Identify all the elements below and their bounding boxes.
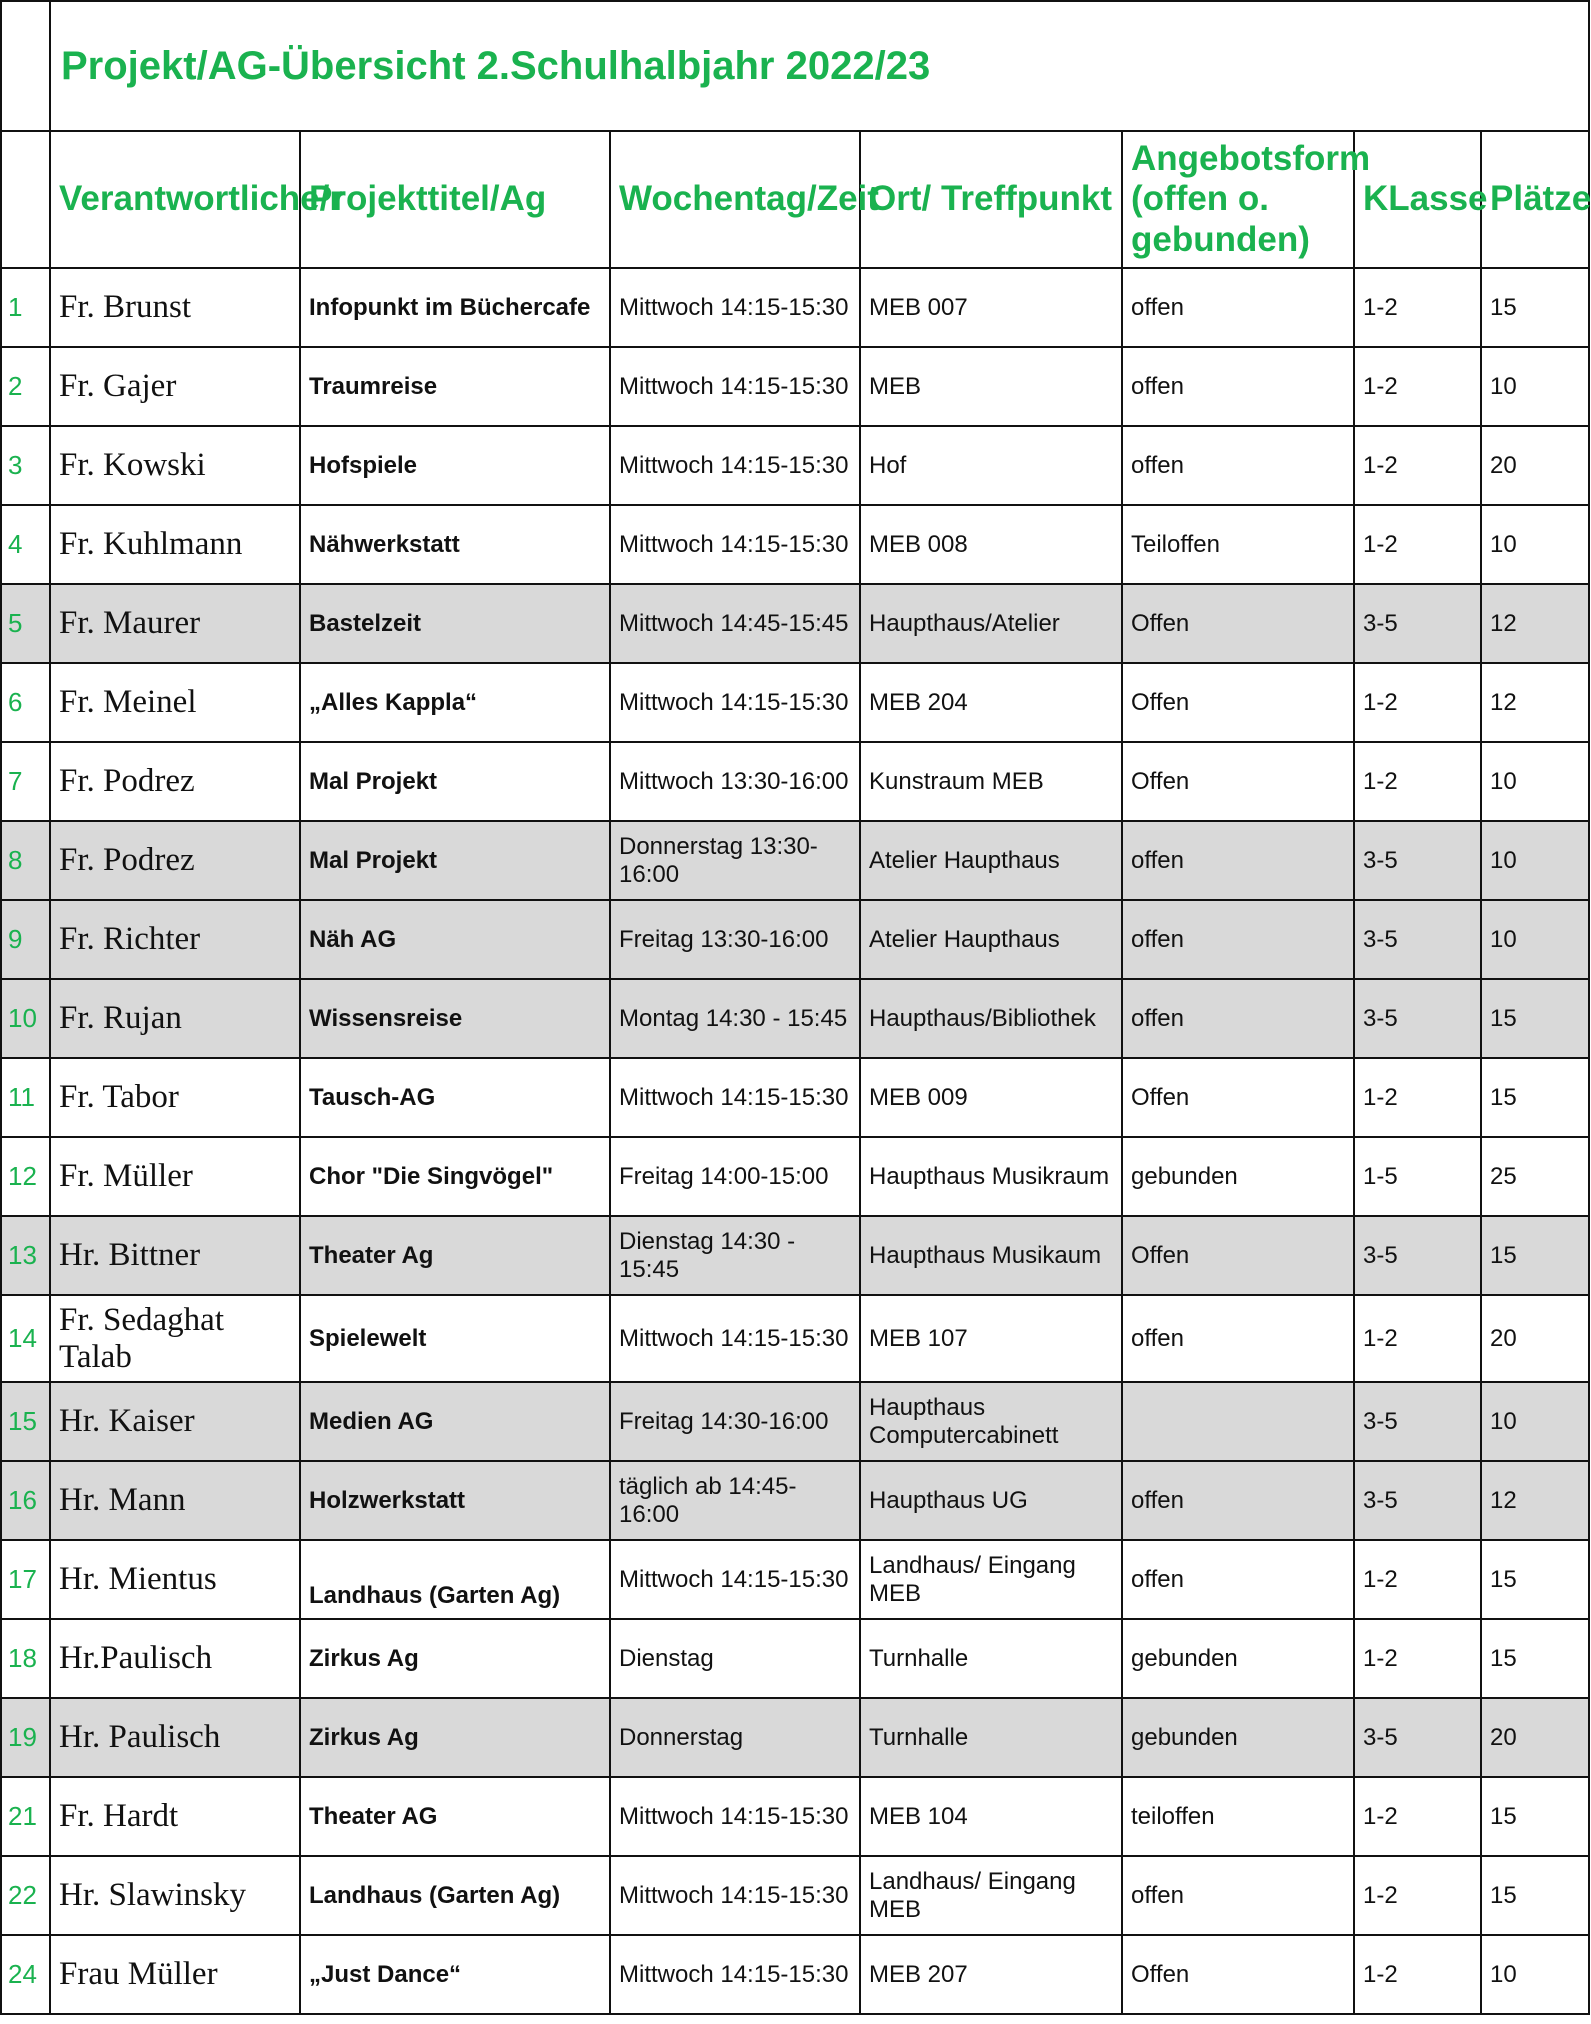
row-number-cell: 6	[1, 663, 50, 742]
table-row	[1, 1777, 1589, 1856]
project-title-cell: Zirkus Ag	[300, 1619, 610, 1698]
weekday-time-cell: Freitag 14:00-15:00	[610, 1137, 860, 1216]
project-title-cell: Näh AG	[300, 900, 610, 979]
row-number-cell: 11	[1, 1058, 50, 1137]
offer-form-cell: teiloffen	[1122, 1777, 1354, 1856]
location-cell: Haupthaus/Atelier	[860, 584, 1122, 663]
weekday-time-cell: täglich ab 14:45-16:00	[610, 1461, 860, 1540]
table-row	[1, 1856, 1589, 1935]
offer-form-cell: offen	[1122, 1856, 1354, 1935]
weekday-time-cell: Mittwoch 13:30-16:00	[610, 742, 860, 821]
table-row	[1, 821, 1589, 900]
table-row	[1, 742, 1589, 821]
project-title-cell: Spielewelt	[300, 1295, 610, 1382]
responsible-person-cell: Hr. Paulisch	[50, 1698, 300, 1777]
project-title-cell: Holzwerkstatt	[300, 1461, 610, 1540]
row-number-cell: 24	[1, 1935, 50, 2014]
seats-cell: 15	[1481, 1777, 1589, 1856]
offer-form-cell: Offen	[1122, 663, 1354, 742]
weekday-time-cell: Mittwoch 14:15-15:30	[610, 1540, 860, 1619]
table-row	[1, 663, 1589, 742]
responsible-person-cell: Fr. Podrez	[50, 821, 300, 900]
row-number-cell: 22	[1, 1856, 50, 1935]
responsible-person-cell: Fr. Podrez	[50, 742, 300, 821]
header-class: KLasse	[1354, 131, 1481, 268]
seats-cell: 12	[1481, 1461, 1589, 1540]
seats-cell: 15	[1481, 1619, 1589, 1698]
seats-cell: 10	[1481, 821, 1589, 900]
project-title-cell: Wissensreise	[300, 979, 610, 1058]
location-cell: MEB 207	[860, 1935, 1122, 2014]
seats-cell: 10	[1481, 1382, 1589, 1461]
class-range-cell: 3-5	[1354, 821, 1481, 900]
responsible-person-cell: Fr. Meinel	[50, 663, 300, 742]
project-title-cell: Mal Projekt	[300, 742, 610, 821]
project-title-cell: Landhaus (Garten Ag)	[300, 1540, 610, 1619]
class-range-cell: 1-2	[1354, 742, 1481, 821]
seats-cell: 12	[1481, 663, 1589, 742]
offer-form-cell: gebunden	[1122, 1698, 1354, 1777]
responsible-person-cell: Fr. Kowski	[50, 426, 300, 505]
location-cell: Haupthaus Musikraum	[860, 1137, 1122, 1216]
weekday-time-cell: Donnerstag	[610, 1698, 860, 1777]
row-number-cell: 12	[1, 1137, 50, 1216]
weekday-time-cell: Mittwoch 14:15-15:30	[610, 1935, 860, 2014]
table-row	[1, 1058, 1589, 1137]
weekday-time-cell: Mittwoch 14:45-15:45	[610, 584, 860, 663]
offer-form-cell	[1122, 1382, 1354, 1461]
header-weekday-time: Wochentag/Zeit	[610, 131, 860, 268]
location-cell: Kunstraum MEB	[860, 742, 1122, 821]
weekday-time-cell: Mittwoch 14:15-15:30	[610, 1856, 860, 1935]
table-row	[1, 1698, 1589, 1777]
weekday-time-cell: Mittwoch 14:15-15:30	[610, 505, 860, 584]
class-range-cell: 3-5	[1354, 584, 1481, 663]
weekday-time-cell: Freitag 14:30-16:00	[610, 1382, 860, 1461]
row-number-cell: 21	[1, 1777, 50, 1856]
weekday-time-cell: Freitag 13:30-16:00	[610, 900, 860, 979]
weekday-time-cell: Mittwoch 14:15-15:30	[610, 1058, 860, 1137]
location-cell: Turnhalle	[860, 1698, 1122, 1777]
row-number-cell: 9	[1, 900, 50, 979]
header-number	[1, 131, 50, 268]
row-number-cell: 1	[1, 268, 50, 347]
table-row	[1, 584, 1589, 663]
offer-form-cell: Offen	[1122, 1058, 1354, 1137]
row-number-cell: 2	[1, 347, 50, 426]
location-cell: Landhaus/ Eingang MEB	[860, 1540, 1122, 1619]
class-range-cell: 1-2	[1354, 1777, 1481, 1856]
class-range-cell: 1-2	[1354, 1619, 1481, 1698]
weekday-time-cell: Mittwoch 14:15-15:30	[610, 426, 860, 505]
seats-cell: 15	[1481, 268, 1589, 347]
offer-form-cell: Offen	[1122, 1216, 1354, 1295]
class-range-cell: 3-5	[1354, 900, 1481, 979]
seats-cell: 15	[1481, 1856, 1589, 1935]
row-number-cell: 5	[1, 584, 50, 663]
seats-cell: 20	[1481, 426, 1589, 505]
weekday-time-cell: Mittwoch 14:15-15:30	[610, 268, 860, 347]
header-responsible: Verantwortliche/r	[50, 131, 300, 268]
responsible-person-cell: Hr. Kaiser	[50, 1382, 300, 1461]
responsible-person-cell: Fr. Hardt	[50, 1777, 300, 1856]
project-title-cell: Bastelzeit	[300, 584, 610, 663]
table-row	[1, 1216, 1589, 1295]
offer-form-cell: offen	[1122, 1540, 1354, 1619]
project-title-cell: Theater AG	[300, 1777, 610, 1856]
seats-cell: 15	[1481, 1540, 1589, 1619]
table-row	[1, 1137, 1589, 1216]
responsible-person-cell: Fr. Brunst	[50, 268, 300, 347]
responsible-person-cell: Hr. Mann	[50, 1461, 300, 1540]
responsible-person-cell: Fr. Rujan	[50, 979, 300, 1058]
location-cell: Hof	[860, 426, 1122, 505]
seats-cell: 10	[1481, 505, 1589, 584]
table-row	[1, 426, 1589, 505]
offer-form-cell: gebunden	[1122, 1619, 1354, 1698]
seats-cell: 10	[1481, 900, 1589, 979]
location-cell: Turnhalle	[860, 1619, 1122, 1698]
responsible-person-cell: Fr. Kuhlmann	[50, 505, 300, 584]
seats-cell: 25	[1481, 1137, 1589, 1216]
class-range-cell: 3-5	[1354, 979, 1481, 1058]
offer-form-cell: offen	[1122, 821, 1354, 900]
offer-form-cell: offen	[1122, 1295, 1354, 1382]
seats-cell: 12	[1481, 584, 1589, 663]
table-row	[1, 1461, 1589, 1540]
class-range-cell: 1-2	[1354, 1856, 1481, 1935]
title-row	[1, 1, 1589, 131]
table-row	[1, 1295, 1589, 1382]
title-corner-cell	[1, 1, 50, 131]
weekday-time-cell: Dienstag 14:30 - 15:45	[610, 1216, 860, 1295]
seats-cell: 20	[1481, 1295, 1589, 1382]
offer-form-cell: gebunden	[1122, 1137, 1354, 1216]
row-number-cell: 14	[1, 1295, 50, 1382]
table-row	[1, 1619, 1589, 1698]
class-range-cell: 1-5	[1354, 1137, 1481, 1216]
table-row	[1, 979, 1589, 1058]
row-number-cell: 10	[1, 979, 50, 1058]
responsible-person-cell: Fr. Müller	[50, 1137, 300, 1216]
class-range-cell: 1-2	[1354, 1540, 1481, 1619]
seats-cell: 15	[1481, 1216, 1589, 1295]
location-cell: MEB 107	[860, 1295, 1122, 1382]
class-range-cell: 1-2	[1354, 1935, 1481, 2014]
header-seats: Plätze	[1481, 131, 1589, 268]
project-title-cell: Traumreise	[300, 347, 610, 426]
weekday-time-cell: Dienstag	[610, 1619, 860, 1698]
seats-cell: 15	[1481, 979, 1589, 1058]
weekday-time-cell: Mittwoch 14:15-15:30	[610, 1777, 860, 1856]
location-cell: Atelier Haupthaus	[860, 821, 1122, 900]
row-number-cell: 7	[1, 742, 50, 821]
row-number-cell: 18	[1, 1619, 50, 1698]
offer-form-cell: Offen	[1122, 1935, 1354, 2014]
location-cell: Haupthaus Musikaum	[860, 1216, 1122, 1295]
project-title-cell: Zirkus Ag	[300, 1698, 610, 1777]
row-number-cell: 3	[1, 426, 50, 505]
responsible-person-cell: Fr. Richter	[50, 900, 300, 979]
table-body	[1, 268, 1589, 2014]
row-number-cell: 8	[1, 821, 50, 900]
offer-form-cell: offen	[1122, 426, 1354, 505]
location-cell: MEB 204	[860, 663, 1122, 742]
class-range-cell: 1-2	[1354, 1295, 1481, 1382]
row-number-cell: 15	[1, 1382, 50, 1461]
class-range-cell: 3-5	[1354, 1461, 1481, 1540]
project-title-cell: Theater Ag	[300, 1216, 610, 1295]
offer-form-cell: offen	[1122, 1461, 1354, 1540]
project-title-cell: Chor "Die Singvögel"	[300, 1137, 610, 1216]
class-range-cell: 1-2	[1354, 426, 1481, 505]
offer-form-cell: Offen	[1122, 742, 1354, 821]
weekday-time-cell: Mittwoch 14:15-15:30	[610, 663, 860, 742]
responsible-person-cell: Fr. Tabor	[50, 1058, 300, 1137]
header-project-title: Projekttitel/Ag	[300, 131, 610, 268]
row-number-cell: 16	[1, 1461, 50, 1540]
responsible-person-cell: Fr. Maurer	[50, 584, 300, 663]
offer-form-cell: offen	[1122, 268, 1354, 347]
offer-form-cell: offen	[1122, 979, 1354, 1058]
table-row	[1, 1935, 1589, 2014]
header-offer-form: Angebotsform (offen o. gebunden)	[1122, 131, 1354, 268]
table-row	[1, 1540, 1589, 1619]
seats-cell: 15	[1481, 1058, 1589, 1137]
class-range-cell: 1-2	[1354, 347, 1481, 426]
location-cell: MEB	[860, 347, 1122, 426]
class-range-cell: 1-2	[1354, 1058, 1481, 1137]
location-cell: MEB 007	[860, 268, 1122, 347]
project-title-cell: Mal Projekt	[300, 821, 610, 900]
project-title-cell: Nähwerkstatt	[300, 505, 610, 584]
location-cell: Atelier Haupthaus	[860, 900, 1122, 979]
project-title-cell: Medien AG	[300, 1382, 610, 1461]
table-row	[1, 900, 1589, 979]
location-cell: Haupthaus/Bibliothek	[860, 979, 1122, 1058]
row-number-cell: 17	[1, 1540, 50, 1619]
table-row	[1, 1382, 1589, 1461]
table-row	[1, 268, 1589, 347]
class-range-cell: 3-5	[1354, 1382, 1481, 1461]
seats-cell: 10	[1481, 742, 1589, 821]
project-title-cell: Hofspiele	[300, 426, 610, 505]
responsible-person-cell: Fr. Gajer	[50, 347, 300, 426]
project-title-cell: „Just Dance“	[300, 1935, 610, 2014]
responsible-person-cell: Hr. Slawinsky	[50, 1856, 300, 1935]
location-cell: MEB 009	[860, 1058, 1122, 1137]
weekday-time-cell: Donnerstag 13:30-16:00	[610, 821, 860, 900]
responsible-person-cell: Frau Müller	[50, 1935, 300, 2014]
header-row	[1, 131, 1589, 268]
table-row	[1, 505, 1589, 584]
weekday-time-cell: Mittwoch 14:15-15:30	[610, 347, 860, 426]
weekday-time-cell: Mittwoch 14:15-15:30	[610, 1295, 860, 1382]
location-cell: Haupthaus Computercabinett	[860, 1382, 1122, 1461]
seats-cell: 10	[1481, 347, 1589, 426]
responsible-person-cell: Hr. Bittner	[50, 1216, 300, 1295]
class-range-cell: 1-2	[1354, 268, 1481, 347]
offer-form-cell: offen	[1122, 900, 1354, 979]
project-title-cell: Landhaus (Garten Ag)	[300, 1856, 610, 1935]
project-title-cell: „Alles Kappla“	[300, 663, 610, 742]
offer-form-cell: Offen	[1122, 584, 1354, 663]
row-number-cell: 19	[1, 1698, 50, 1777]
offer-form-cell: offen	[1122, 347, 1354, 426]
table-row	[1, 347, 1589, 426]
responsible-person-cell: Hr. Mientus	[50, 1540, 300, 1619]
class-range-cell: 1-2	[1354, 663, 1481, 742]
page-title: Projekt/AG-Übersicht 2.Schulhalbjahr 2022/23	[50, 1, 1589, 131]
class-range-cell: 1-2	[1354, 505, 1481, 584]
seats-cell: 10	[1481, 1935, 1589, 2014]
project-title-cell: Infopunkt im Büchercafe	[300, 268, 610, 347]
row-number-cell: 13	[1, 1216, 50, 1295]
row-number-cell: 4	[1, 505, 50, 584]
weekday-time-cell: Montag 14:30 - 15:45	[610, 979, 860, 1058]
responsible-person-cell: Fr. Sedaghat Talab	[50, 1295, 300, 1382]
header-location: Ort/ Treffpunkt	[860, 131, 1122, 268]
responsible-person-cell: Hr.Paulisch	[50, 1619, 300, 1698]
class-range-cell: 3-5	[1354, 1216, 1481, 1295]
class-range-cell: 3-5	[1354, 1698, 1481, 1777]
location-cell: Landhaus/ Eingang MEB	[860, 1856, 1122, 1935]
location-cell: MEB 104	[860, 1777, 1122, 1856]
location-cell: Haupthaus UG	[860, 1461, 1122, 1540]
project-title-cell: Tausch-AG	[300, 1058, 610, 1137]
offer-form-cell: Teiloffen	[1122, 505, 1354, 584]
location-cell: MEB 008	[860, 505, 1122, 584]
seats-cell: 20	[1481, 1698, 1589, 1777]
